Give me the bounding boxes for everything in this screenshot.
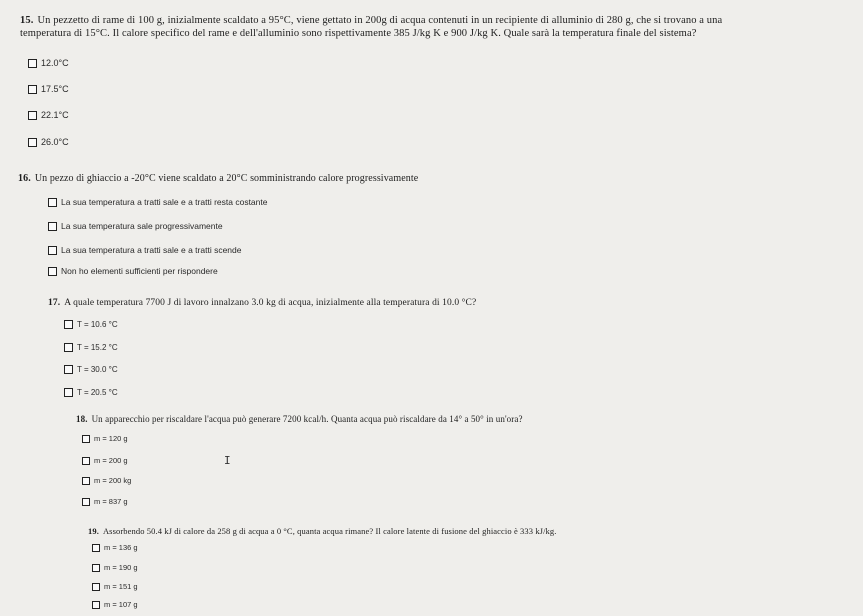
question-number: 17. [48, 298, 61, 308]
checkbox[interactable] [28, 59, 37, 68]
q16-option-3[interactable] [48, 245, 242, 255]
checkbox[interactable] [82, 457, 90, 465]
option-label: T = 10.6 °C [77, 320, 118, 329]
option-label: La sua temperatura a tratti sale e a tratti resta costante [61, 197, 268, 207]
q15-option-2[interactable] [28, 84, 69, 94]
question-text: Assorbendo 50.4 kJ di calore da 258 g di acqua a 0 °C, quanta acqua rimane? Il calore latente di fusione del ghiaccio è 333 kJ/kg. [102, 526, 557, 536]
checkbox[interactable] [64, 388, 73, 397]
question-number: 18. [76, 414, 88, 424]
question-number: 16. [18, 173, 31, 184]
question-17 [48, 297, 848, 309]
q17-option-4[interactable] [64, 388, 118, 397]
question-19 [88, 525, 848, 537]
q16-option-2[interactable] [48, 221, 223, 231]
option-label: T = 15.2 °C [77, 343, 118, 352]
checkbox[interactable] [82, 477, 90, 485]
q18-option-3[interactable] [82, 476, 131, 485]
option-label: 17.5°C [41, 84, 69, 94]
option-label: T = 30.0 °C [77, 365, 118, 374]
checkbox[interactable] [64, 343, 73, 352]
q15-option-1[interactable] [28, 58, 69, 68]
question-text: A quale temperatura 7700 J di lavoro innalzano 3.0 kg di acqua, inizialmente alla temperatura di 10.0 °C? [64, 298, 477, 308]
q16-option-1[interactable] [48, 197, 267, 207]
q15-option-3[interactable] [28, 110, 69, 120]
q18-option-2[interactable] [82, 456, 128, 465]
checkbox[interactable] [92, 583, 100, 591]
checkbox[interactable] [48, 246, 57, 255]
question-15-line2 [20, 28, 855, 40]
checkbox[interactable] [48, 198, 57, 207]
option-label: m = 200 kg [94, 476, 132, 485]
checkbox[interactable] [82, 498, 90, 506]
option-label: Non ho elementi sufficienti per rispondere [61, 266, 218, 276]
question-number: 19. [88, 526, 99, 536]
q15-option-4[interactable] [28, 137, 69, 147]
option-label: 26.0°C [41, 137, 69, 147]
option-label: m = 120 g [94, 434, 128, 443]
q19-option-3[interactable] [92, 582, 138, 591]
q18-option-4[interactable] [82, 497, 128, 506]
checkbox[interactable] [92, 544, 100, 552]
question-18 [76, 413, 836, 425]
checkbox[interactable] [64, 365, 73, 374]
option-label: 22.1°C [41, 110, 69, 120]
question-text: Un pezzo di ghiaccio a -20°C viene scaldato a 20°C somministrando calore progressivamente [34, 173, 419, 184]
option-label: m = 837 g [94, 497, 128, 506]
q17-option-1[interactable] [64, 320, 118, 329]
question-text-line2: temperatura di 15°C. Il calore specifico del rame e dell'alluminio sono rispettivamente 385 J/kg K e 900 J/kg K. Quale sarà la temperatura finale del sistema? [20, 28, 697, 39]
question-text: Un apparecchio per riscaldare l'acqua può generare 7200 kcal/h. Quanta acqua può riscaldare da 14° a 50° in un'ora? [91, 414, 523, 424]
option-label: 12.0°C [41, 58, 69, 68]
checkbox[interactable] [28, 138, 37, 147]
option-label: m = 200 g [94, 456, 128, 465]
q19-option-1[interactable] [92, 543, 138, 552]
checkbox[interactable] [64, 320, 73, 329]
option-label: m = 136 g [104, 543, 138, 552]
question-15 [20, 15, 855, 27]
q19-option-2[interactable] [92, 563, 138, 572]
checkbox[interactable] [28, 85, 37, 94]
checkbox[interactable] [48, 267, 57, 276]
q17-option-3[interactable] [64, 365, 118, 374]
option-label: m = 107 g [104, 600, 138, 609]
question-16 [18, 173, 838, 185]
option-label: La sua temperatura sale progressivamente [61, 221, 223, 231]
checkbox[interactable] [28, 111, 37, 120]
checkbox[interactable] [92, 601, 100, 609]
q16-option-4[interactable] [48, 266, 218, 276]
option-label: m = 190 g [104, 563, 138, 572]
checkbox[interactable] [82, 435, 90, 443]
question-text-line1: Un pezzetto di rame di 100 g, inizialmente scaldato a 95°C, viene gettato in 200g di acqua contenuti in un recipiente di alluminio di 280 g, che si trovano a una [37, 15, 723, 26]
option-label: T = 20.5 °C [77, 388, 118, 397]
q18-option-1[interactable] [82, 434, 128, 443]
option-label: m = 151 g [104, 582, 138, 591]
option-label: La sua temperatura a tratti sale e a tratti scende [61, 245, 242, 255]
text-cursor-icon: I [224, 454, 231, 467]
q19-option-4[interactable] [92, 600, 138, 609]
question-number: 15. [20, 15, 34, 26]
checkbox[interactable] [48, 222, 57, 231]
q17-option-2[interactable] [64, 343, 118, 352]
checkbox[interactable] [92, 564, 100, 572]
